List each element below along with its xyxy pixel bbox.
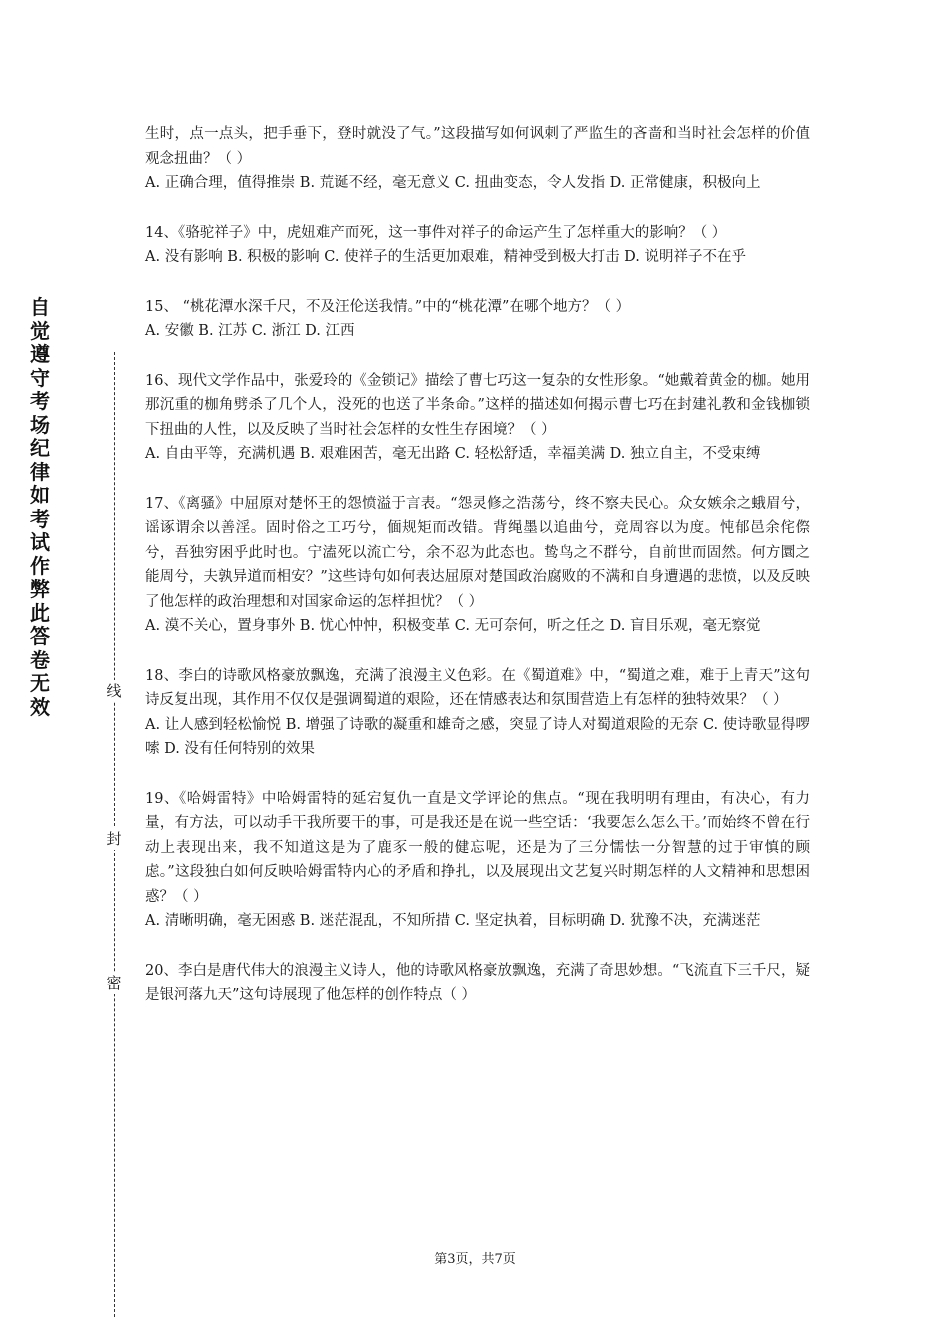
binding-mark-seal: 封 — [104, 828, 124, 850]
question-stem: 20、李白是唐代伟大的浪漫主义诗人，他的诗歌风格豪放飘逸，充满了奇思妙想。“飞流直下三千尺，疑是银河落九天”这句诗展现了他怎样的创作特点（ ） — [145, 962, 810, 1003]
question-17 — [145, 492, 810, 639]
question-20 — [145, 959, 810, 1008]
question-14 — [145, 221, 810, 270]
question-16 — [145, 369, 810, 467]
page-number: 第3页，共7页 — [434, 1252, 516, 1267]
question-stem: 14、《骆驼祥子》中，虎妞难产而死，这一事件对祥子的命运产生了怎样重大的影响？（ ） — [145, 224, 727, 241]
question-options: A. 自由平等，充满机遇 B. 艰难困苦，毫无出路 C. 轻松舒适，幸福美满 D. 独立自主，不受束缚 — [145, 446, 761, 462]
question-options: A. 正确合理，值得推崇 B. 荒诞不经，毫无意义 C. 扭曲变态，令人发指 D. 正常健康，积极向上 — [145, 175, 761, 191]
question-13-continued — [145, 122, 810, 196]
question-options: A. 漠不关心，置身事外 B. 忧心忡忡，积极变革 C. 无可奈何，听之任之 D. 盲目乐观，毫无察觉 — [145, 618, 761, 634]
question-options: A. 清晰明确，毫无困惑 B. 迷茫混乱，不知所措 C. 坚定执着，目标明确 D. 犹豫不决，充满迷茫 — [145, 913, 761, 929]
question-stem: 17、《离骚》中屈原对楚怀王的怨愤溢于言表。“怨灵修之浩荡兮，终不察夫民心。众女嫉余之蛾眉兮，谣诼谓余以善淫。固时俗之工巧兮，偭规矩而改错。背绳墨以追曲兮，竞周容以为度。忳郁邑余侘傺兮，吾独穷困乎此时也。宁溘死以流亡兮，余不忍为此态也。鸷鸟之不群兮，自前世而固然。何方圜之能周兮，夫孰异道而相安？”这些诗句如何表达屈原对楚国政治腐败的不满和自身遭遇的悲愤，以及反映了他怎样的政治理想和对国家命运的怎样担忧？（ ） — [145, 495, 810, 610]
question-stem: 18、李白的诗歌风格豪放飘逸，充满了浪漫主义色彩。在《蜀道难》中，“蜀道之难，难于上青天”这句诗反复出现，其作用不仅仅是强调蜀道的艰险，还在情感表达和氛围营造上有怎样的独特效果？（ ） — [145, 667, 810, 708]
question-stem: 19、《哈姆雷特》中哈姆雷特的延宕复仇一直是文学评论的焦点。“现在我明明有理由，有决心，有力量，有方法，可以动手干我所要干的事，可是我还是在说一些空话：‘我要怎么怎么干。’而始终不曾在行动上表现出来，我不知道这是为了鹿豕一般的健忘呢，还是为了三分懦怯一分智慧的过于审慎的顾虑。”这段独白如何反映哈姆雷特内心的矛盾和挣扎，以及展现出文艺复兴时期怎样的人文精神和思想困惑？（ ） — [145, 790, 810, 905]
exam-discipline-notice: 自觉遵守考场纪律如考试作弊此答卷无效 — [30, 295, 50, 719]
question-15 — [145, 295, 810, 344]
question-19 — [145, 787, 810, 934]
binding-mark-secret: 密 — [104, 972, 124, 994]
question-options: A. 让人感到轻松愉悦 B. 增强了诗歌的凝重和雄奇之感，突显了诗人对蜀道艰险的无奈 C. 使诗歌显得啰嗦 D. 没有任何特别的效果 — [145, 716, 810, 757]
binding-mark-line: 线 — [104, 680, 124, 702]
question-stem: 16、现代文学作品中，张爱玲的《金锁记》描绘了曹七巧这一复杂的女性形象。“她戴着黄金的枷。她用那沉重的枷角劈杀了几个人，没死的也送了半条命。”这样的描述如何揭示曹七巧在封建礼教和金钱枷锁下扭曲的人性，以及反映了当时社会怎样的女性生存困境？（ ） — [145, 372, 810, 438]
question-options: A. 安徽 B. 江苏 C. 浙江 D. 江西 — [145, 323, 355, 339]
question-stem: 15、 “桃花潭水深千尺，不及汪伦送我情。”中的“桃花潭”在哪个地方？（ ） — [145, 298, 631, 315]
question-options: A. 没有影响 B. 积极的影响 C. 使祥子的生活更加艰难，精神受到极大打击 D. 说明祥子不在乎 — [145, 249, 747, 265]
question-stem: 生时，点一点头，把手垂下，登时就没了气。”这段描写如何讽刺了严监生的吝啬和当时社会怎样的价值观念扭曲？（ ） — [145, 126, 810, 167]
question-list — [145, 122, 810, 1033]
question-18 — [145, 664, 810, 762]
